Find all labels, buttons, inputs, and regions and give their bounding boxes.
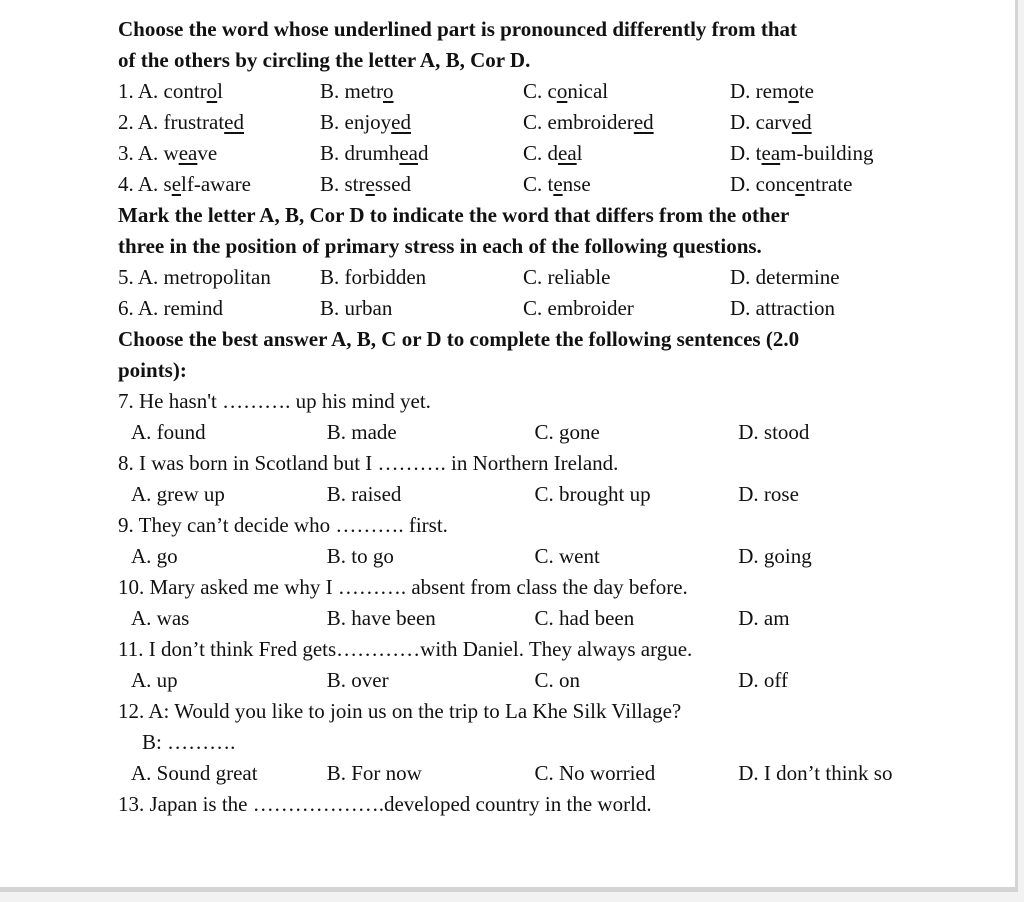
stress-question-row bbox=[118, 262, 938, 293]
option-c: C. brought up bbox=[534, 482, 651, 506]
option-b: B. stressed bbox=[320, 172, 412, 196]
underlined-part: ed bbox=[633, 110, 654, 134]
option-c: C. embroidered bbox=[523, 110, 654, 134]
option-d: D. remote bbox=[730, 79, 814, 103]
option-d: D. rose bbox=[738, 482, 799, 506]
option-c: C. on bbox=[534, 668, 581, 692]
option-d: D. stood bbox=[738, 420, 810, 444]
option-c: C. conical bbox=[523, 79, 609, 103]
question-stem: 7. He hasn't ………. up his mind yet. bbox=[118, 389, 431, 413]
option-c: C. gone bbox=[534, 420, 600, 444]
option-b: B. drumhead bbox=[320, 141, 429, 165]
option-a: A. grew up bbox=[131, 482, 225, 506]
question-stem: 11. I don’t think Fred gets…………with Daniel. They always argue. bbox=[118, 637, 693, 661]
option-c: C. went bbox=[534, 544, 600, 568]
option-b: B. For now bbox=[326, 761, 422, 785]
option-c: C. reliable bbox=[523, 265, 611, 289]
question-stem-b: B: ………. bbox=[142, 730, 236, 754]
section2-instruction-line1: Mark the letter A, B, Cor D to indicate the word that differs from the other bbox=[118, 203, 790, 227]
underlined-part: e bbox=[171, 172, 182, 196]
question-stem: 12. A: Would you like to join us on the trip to La Khe Silk Village? bbox=[118, 699, 682, 723]
question-stem: 8. I was born in Scotland but I ………. in Northern Ireland. bbox=[118, 451, 619, 475]
pronunciation-question-row bbox=[118, 169, 938, 200]
option-d: D. off bbox=[738, 668, 789, 692]
option-a: A. up bbox=[131, 668, 178, 692]
underlined-part: ed bbox=[391, 110, 411, 134]
option-a: 2. A. frustrated bbox=[118, 110, 244, 134]
option-b: B. metro bbox=[320, 79, 394, 103]
option-a: A. go bbox=[131, 544, 178, 568]
option-d: D. am bbox=[738, 606, 790, 630]
pronunciation-question-row bbox=[118, 138, 938, 169]
option-c: C. No worried bbox=[534, 761, 656, 785]
option-a: 5. A. metropolitan bbox=[118, 265, 271, 289]
question-stem: 13. Japan is the ……………….developed country in the world. bbox=[118, 792, 652, 816]
option-a: A. was bbox=[131, 606, 190, 630]
option-d: D. attraction bbox=[730, 296, 835, 320]
section1-instruction-line2: of the others by circling the letter A, B, Cor D. bbox=[118, 48, 531, 72]
option-d: D. concentrate bbox=[730, 172, 853, 196]
underlined-part: o bbox=[788, 79, 799, 103]
section1-questions bbox=[118, 76, 938, 200]
option-d: D. team-building bbox=[730, 141, 874, 165]
option-b: B. enjoyed bbox=[320, 110, 411, 134]
section2-questions bbox=[118, 262, 938, 324]
option-b: B. to go bbox=[326, 544, 394, 568]
pronunciation-question-row bbox=[118, 76, 938, 107]
underlined-part: ea bbox=[399, 141, 418, 165]
option-a: 3. A. weave bbox=[118, 141, 218, 165]
option-c: C. had been bbox=[534, 606, 635, 630]
section1-instruction-line1: Choose the word whose underlined part is pronounced differently from that bbox=[118, 17, 798, 41]
section2-instruction-line2: three in the position of primary stress in each of the following questions. bbox=[118, 234, 762, 258]
option-b: B. forbidden bbox=[320, 265, 427, 289]
underlined-part: e bbox=[365, 172, 375, 196]
underlined-part: ea bbox=[761, 141, 781, 165]
answer-options-row bbox=[118, 758, 938, 789]
underlined-part: ed bbox=[791, 110, 812, 134]
option-a: A. Sound great bbox=[131, 761, 258, 785]
question-stem: 9. They can’t decide who ………. first. bbox=[118, 513, 448, 537]
question-stem: 10. Mary asked me why I ………. absent from class the day before. bbox=[118, 575, 688, 599]
option-a: A. found bbox=[131, 420, 206, 444]
option-d: D. going bbox=[738, 544, 812, 568]
option-b: B. urban bbox=[320, 296, 393, 320]
option-d: D. determine bbox=[730, 265, 840, 289]
option-c: C. embroider bbox=[523, 296, 634, 320]
underlined-part: e bbox=[553, 172, 563, 196]
option-d: D. I don’t think so bbox=[738, 761, 893, 785]
option-d: D. carved bbox=[730, 110, 812, 134]
underlined-part: ea bbox=[558, 141, 577, 165]
answer-options-row bbox=[118, 603, 938, 634]
option-b: B. have been bbox=[326, 606, 436, 630]
option-a: 4. A. self-aware bbox=[118, 172, 251, 196]
pronunciation-question-row bbox=[118, 107, 938, 138]
answer-options-row bbox=[118, 665, 938, 696]
underlined-part: ea bbox=[178, 141, 198, 165]
section3-instruction-line2: points): bbox=[118, 358, 187, 382]
underlined-part: ed bbox=[224, 110, 244, 134]
stress-question-row bbox=[118, 293, 938, 324]
underlined-part: o bbox=[383, 79, 394, 103]
underlined-part: o bbox=[556, 79, 568, 103]
option-c: C. deal bbox=[523, 141, 583, 165]
underlined-part: o bbox=[206, 79, 218, 103]
option-a: 6. A. remind bbox=[118, 296, 223, 320]
answer-options-row bbox=[118, 417, 938, 448]
option-c: C. tense bbox=[523, 172, 591, 196]
underlined-part: e bbox=[795, 172, 805, 196]
section3-instruction-line1: Choose the best answer A, B, C or D to complete the following sentences (2.0 bbox=[118, 327, 800, 351]
option-b: B. made bbox=[326, 420, 397, 444]
option-a: 1. A. control bbox=[118, 79, 224, 103]
worksheet-content bbox=[118, 14, 938, 820]
answer-options-row bbox=[118, 479, 938, 510]
answer-options-row bbox=[118, 541, 938, 572]
section3-questions bbox=[118, 386, 938, 820]
option-b: B. raised bbox=[326, 482, 402, 506]
option-b: B. over bbox=[326, 668, 389, 692]
